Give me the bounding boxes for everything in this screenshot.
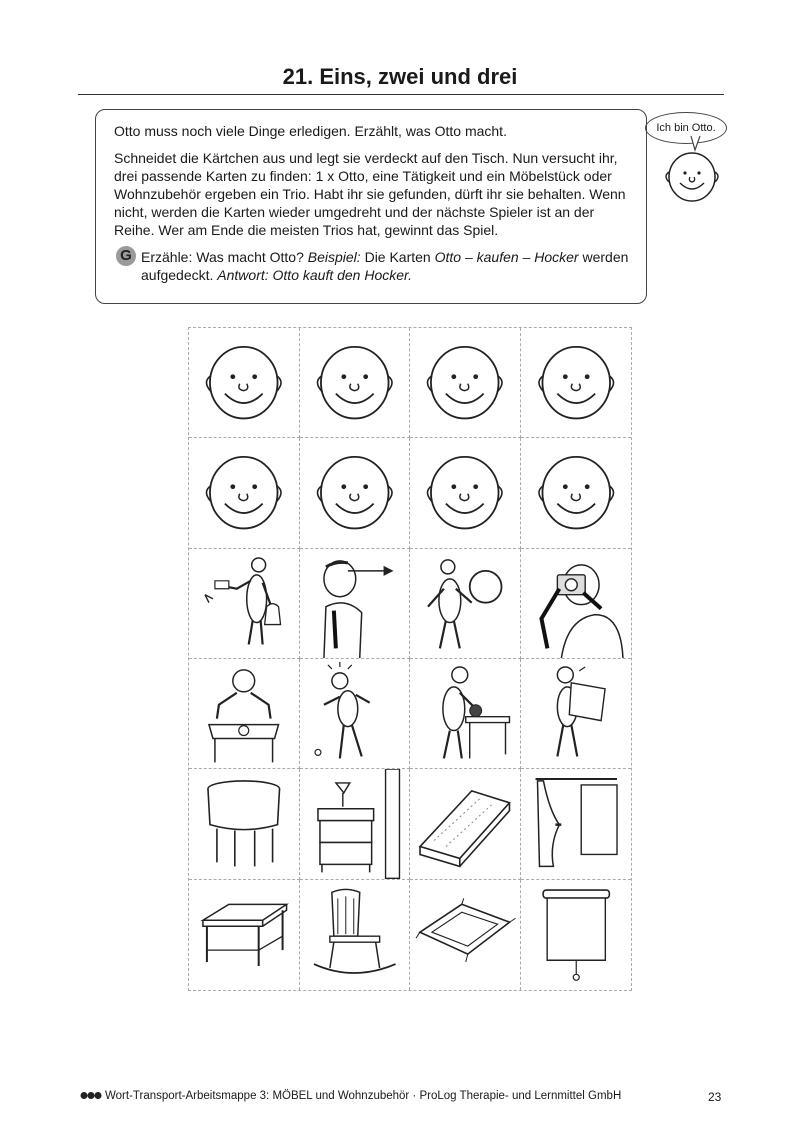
nightstand-lamp-icon [300,769,410,878]
g-badge: G [116,246,136,266]
coffee-table-icon [189,880,299,990]
title-divider [78,94,724,95]
task-example-label: Beispiel: [307,249,361,265]
otto-face-icon [660,148,724,204]
task-example-cards: Otto – kaufen – Hocker [434,249,579,265]
footer-text: Wort-Transport-Arbeitsmappe 3: MÖBEL und Wohnzubehör · ProLog Therapie- und Lernmittel GmbH [105,1090,622,1102]
otto-face-icon [410,438,520,547]
otto-drawing-icon [189,659,299,768]
card-rug [410,880,521,990]
curtain-icon [521,769,632,878]
card-otto-face [410,438,521,548]
otto-face-icon [410,328,520,437]
card-otto-face [300,438,411,548]
card-otto-camera [521,549,632,659]
card-otto-shocked [300,659,411,769]
rocking-chair-icon [300,880,410,990]
card-otto-face [189,328,300,438]
card-stool [189,769,300,879]
task-text-3: werden aufgedeckt. [141,249,629,283]
card-otto-magnifier [410,549,521,659]
card-coffee-table [189,880,300,990]
card-roller-blind [521,880,632,990]
card-otto-face [521,328,632,438]
task-text-2: Die Karten [360,249,435,265]
otto-camera-icon [521,549,632,658]
otto-magnifier-icon [410,549,520,658]
otto-paying-icon [189,549,299,658]
instruction-rules: Schneidet die Kärtchen aus und legt sie verdeckt auf den Tisch. Nun versucht ihr, drei passende Karten zu finden: 1 x Otto, eine Tätigkeit und ein Möbelstück oder Wohnzubehör ergeben ein Trio. Habt ihr sie gefunden, dürft ihr sie behalten. Wenn nicht, werden die Karten wieder umgedreht und der nächste Spieler ist an der Reihe. Wer am Ende die meisten Trios hat, gewinnt das Spiel. [114,150,626,238]
instruction-box [95,109,647,304]
otto-face-icon [521,438,632,547]
page-number: 23 [708,1090,722,1104]
prolog-logo-icon [80,1091,102,1100]
roller-blind-icon [521,880,632,990]
card-grid [188,327,632,991]
card-nightstand-lamp [300,769,411,879]
otto-face-icon [300,328,410,437]
task-text: Erzähle: Was macht Otto? [141,249,308,265]
card-otto-carrying [521,659,632,769]
otto-face-icon [300,438,410,547]
task-row [114,248,634,284]
card-otto-face [189,438,300,548]
otto-face-icon [189,328,299,437]
card-otto-face [521,438,632,548]
page-title: 21. Eins, zwei und drei [282,64,518,89]
card-otto-polishing [410,659,521,769]
card-otto-face [300,328,411,438]
stool-icon [189,769,299,878]
mattress-icon [410,769,520,878]
card-otto-pointing [300,549,411,659]
otto-carrying-icon [521,659,632,768]
instruction-intro: Otto muss noch viele Dinge erledigen. Erzählt, was Otto macht. [114,123,507,139]
speech-bubble: Ich bin Otto. [645,112,727,144]
otto-shocked-icon [300,659,410,768]
otto-face-icon [521,328,632,437]
card-mattress [410,769,521,879]
card-rocking-chair [300,880,411,990]
task-answer: Antwort: Otto kauft den Hocker. [217,267,413,283]
card-otto-drawing [189,659,300,769]
otto-polishing-icon [410,659,520,768]
otto-face-icon [189,438,299,547]
rug-icon [410,880,520,990]
otto-pointing-icon [300,549,410,658]
footer [80,1090,621,1102]
card-otto-paying [189,549,300,659]
card-otto-face [410,328,521,438]
card-curtain [521,769,632,879]
